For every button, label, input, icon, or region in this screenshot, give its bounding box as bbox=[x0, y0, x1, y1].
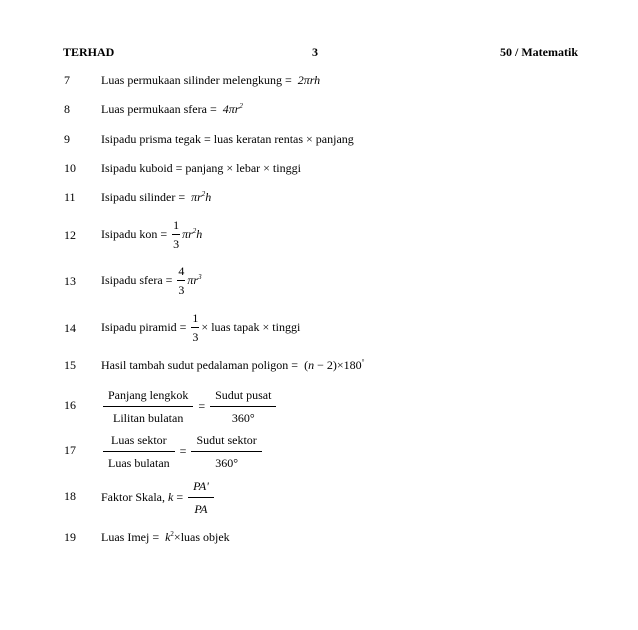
formula-label: Hasil tambah sudut pedalaman poligon = bbox=[101, 358, 299, 372]
formula-text bbox=[101, 530, 230, 545]
formula-number: 18 bbox=[64, 489, 76, 503]
formula-label: Luas permukaan silinder melengkung = bbox=[101, 73, 292, 87]
fraction bbox=[191, 311, 199, 345]
formula-text bbox=[101, 190, 211, 205]
formula-text bbox=[101, 479, 216, 517]
formula-label: Luas Imej = bbox=[101, 530, 160, 544]
formula-number: 8 bbox=[64, 102, 70, 116]
fraction-numerator: 1 bbox=[191, 311, 199, 328]
formula-number: 7 bbox=[64, 73, 70, 87]
formula-text bbox=[101, 388, 278, 426]
formula-label: Isipadu sfera = bbox=[101, 272, 173, 287]
fraction-denominator: Luas bulatan bbox=[108, 456, 170, 470]
formula-expression: × luas tapak × tinggi bbox=[201, 319, 301, 334]
formula-label: Faktor Skala, k = bbox=[101, 489, 184, 504]
formula-expression: 2πrh bbox=[294, 73, 321, 87]
fraction-lhs bbox=[103, 388, 193, 426]
formula-number: 13 bbox=[64, 274, 76, 288]
formula-number: 9 bbox=[64, 132, 70, 146]
formula-text bbox=[101, 311, 300, 345]
equals-sign: = bbox=[179, 443, 187, 458]
fraction-denominator: 3 bbox=[173, 237, 180, 251]
formula-number: 11 bbox=[64, 190, 76, 204]
fraction-rhs bbox=[191, 433, 261, 471]
formula-text bbox=[101, 102, 243, 117]
formula-label: Isipadu prisma tegak = luas keratan rentas × panjang bbox=[101, 132, 354, 146]
formula-number: 12 bbox=[64, 228, 76, 242]
fraction-denominator: PA bbox=[194, 502, 208, 516]
fraction bbox=[188, 479, 214, 517]
formula-number: 14 bbox=[64, 321, 76, 335]
formula-expression: $\pi r^2h$ bbox=[182, 226, 203, 241]
formula-number: 17 bbox=[64, 443, 76, 457]
formula-text bbox=[101, 264, 202, 298]
formula-label: Isipadu kon = bbox=[101, 226, 168, 241]
formula-text bbox=[101, 73, 320, 88]
formula-number: 16 bbox=[64, 398, 76, 412]
fraction-numerator: 4 bbox=[177, 264, 185, 281]
formula-expression: $k^2\times luas$ objek bbox=[165, 530, 230, 544]
formula-label: Isipadu kuboid = panjang × lebar × tinggi bbox=[101, 161, 301, 175]
formula-text bbox=[101, 218, 202, 252]
fraction-numerator: 1 bbox=[172, 218, 180, 235]
formula-label: Luas permukaan sfera = bbox=[101, 102, 217, 116]
fraction-denominator: 360° bbox=[215, 456, 239, 470]
fraction-denominator: Lilitan bulatan bbox=[113, 411, 184, 425]
formula-text bbox=[101, 358, 364, 373]
fraction bbox=[172, 218, 180, 252]
formula-expression: (n − 2)×180° bbox=[301, 358, 365, 372]
fraction-lhs bbox=[103, 433, 175, 471]
fraction-denominator: 3 bbox=[192, 330, 199, 344]
fraction-numerator: Panjang lengkok bbox=[103, 388, 193, 407]
formula-number: 10 bbox=[64, 161, 76, 175]
fraction-denominator: 3 bbox=[178, 283, 185, 297]
header-subject: 50 / Matematik bbox=[500, 45, 578, 59]
formula-label: Isipadu silinder = bbox=[101, 190, 186, 204]
fraction-numerator: Sudut sektor bbox=[191, 433, 261, 452]
formula-number: 19 bbox=[64, 530, 76, 544]
formula-label: Isipadu piramid = bbox=[101, 319, 187, 334]
fraction-numerator: Luas sektor bbox=[103, 433, 175, 452]
page-header bbox=[0, 45, 638, 61]
fraction-numerator: Sudut pusat bbox=[210, 388, 276, 407]
fraction-denominator: 360° bbox=[231, 411, 255, 425]
fraction-numerator: PA' bbox=[188, 479, 214, 498]
formula-text bbox=[101, 433, 264, 471]
fraction bbox=[177, 264, 185, 298]
fraction-rhs bbox=[210, 388, 276, 426]
header-classification: TERHAD bbox=[63, 45, 115, 59]
equals-sign: = bbox=[198, 398, 206, 413]
page-number: 3 bbox=[312, 45, 318, 59]
formula-number: 15 bbox=[64, 358, 76, 372]
formula-expression: $\pi r^3$ bbox=[187, 272, 202, 287]
formula-expression: $4\pi r^2$ bbox=[219, 102, 243, 116]
formula-expression: $\pi r^2h$ bbox=[188, 190, 212, 204]
